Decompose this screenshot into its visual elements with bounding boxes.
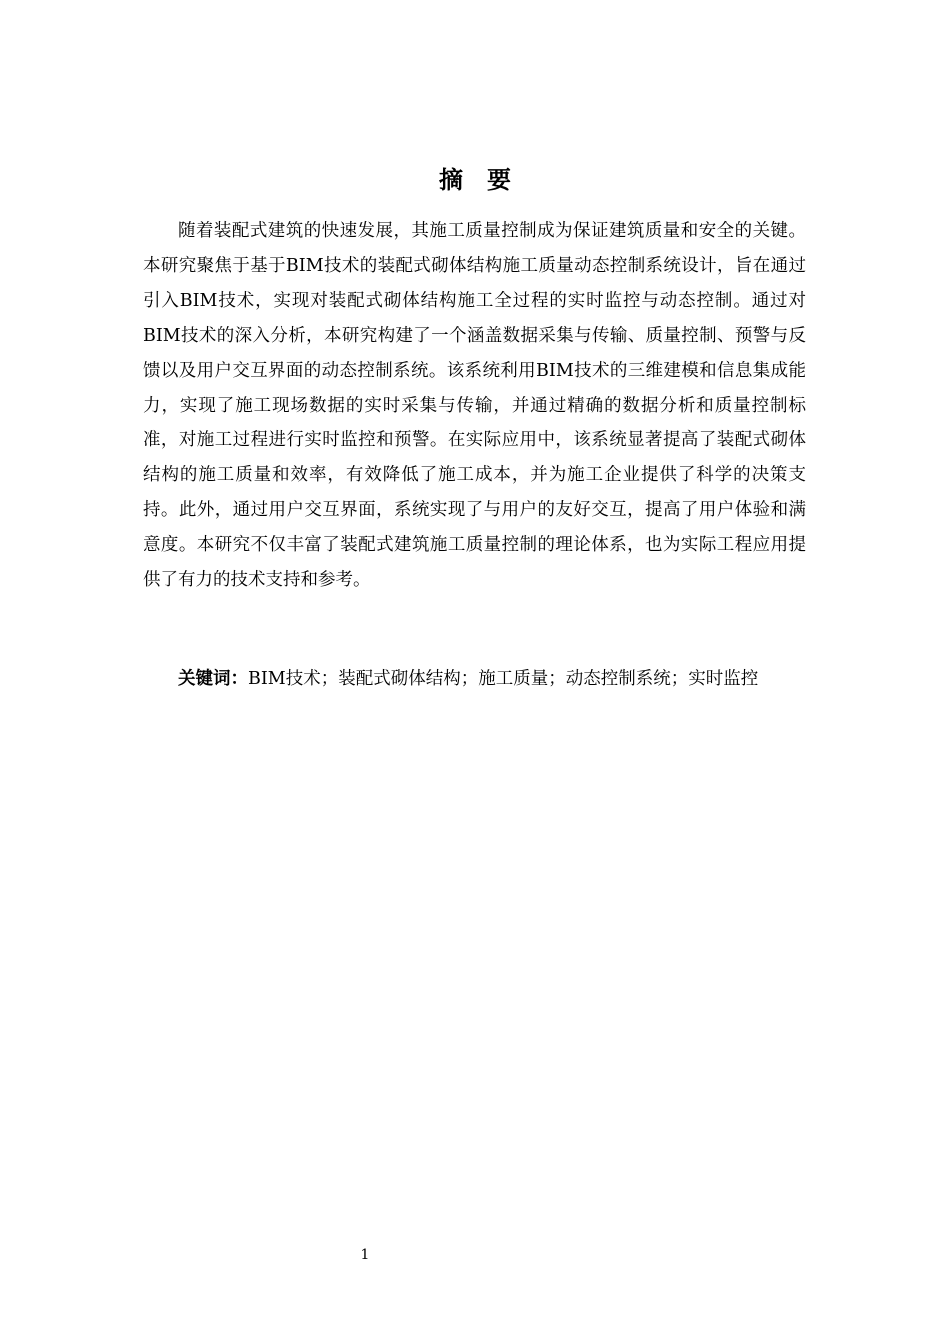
keywords-line: [143, 662, 806, 697]
abstract-title: 摘 要: [439, 166, 511, 194]
page-number: 1: [360, 1247, 370, 1263]
keywords-text: BIM技术；装配式砌体结构；施工质量；动态控制系统；实时监控: [248, 669, 759, 689]
abstract-paragraph: 随着装配式建筑的快速发展，其施工质量控制成为保证建筑质量和安全的关键。本研究聚焦于基于BIM技术的装配式砌体结构施工质量动态控制系统设计，旨在通过引入BIM技术，实现对装配式砌体结构施工全过程的实时监控与动态控制。通过对BIM技术的深入分析，本研究构建了一个涵盖数据采集与传输、质量控制、预警与反馈以及用户交互界面的动态控制系统。该系统利用BIM技术的三维建模和信息集成能力，实现了施工现场数据的实时采集与传输，并通过精确的数据分析和质量控制标准，对施工过程进行实时监控和预警。在实际应用中，该系统显著提高了装配式砌体结构的施工质量和效率，有效降低了施工成本，并为施工企业提供了科学的决策支持。此外，通过用户交互界面，系统实现了与用户的友好交互，提高了用户体验和满意度。本研究不仅丰富了装配式建筑施工质量控制的理论体系，也为实际工程应用提供了有力的技术支持和参考。: [143, 221, 806, 591]
keywords-label: 关键词：: [178, 669, 248, 689]
